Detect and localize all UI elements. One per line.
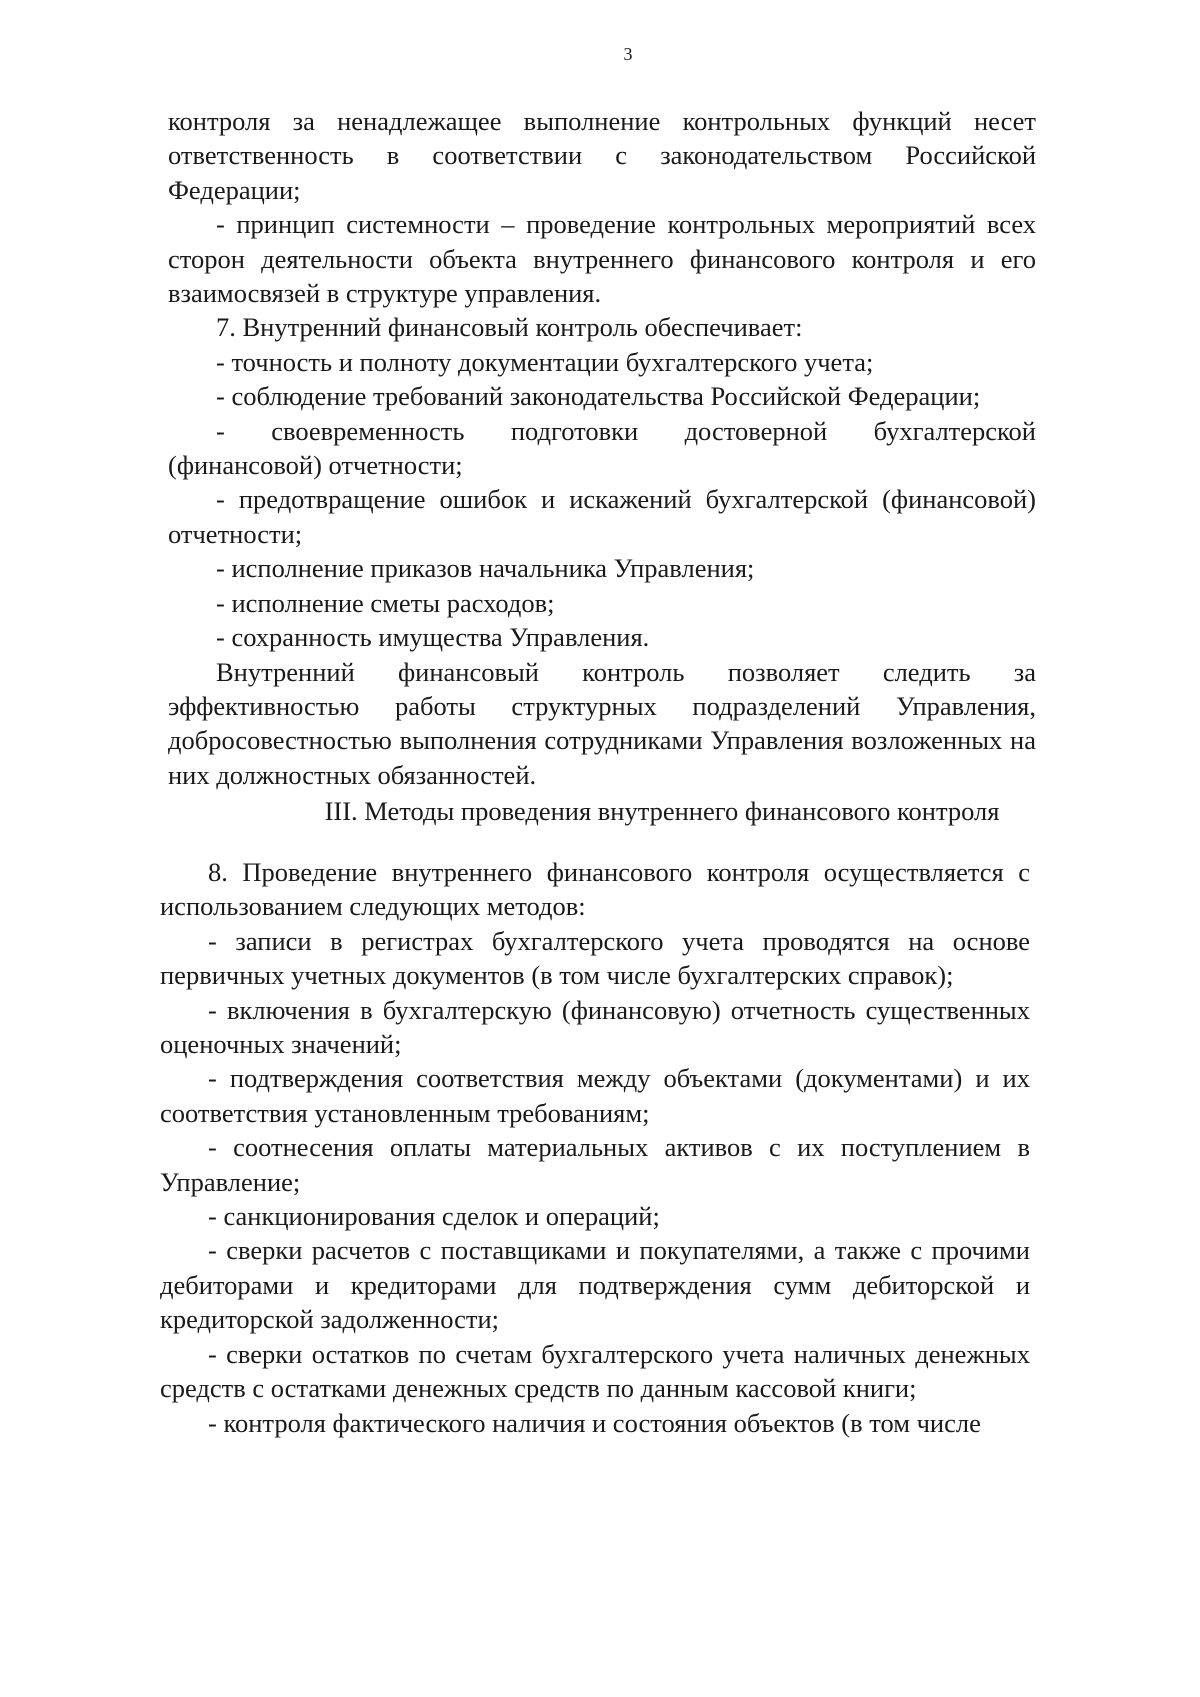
list-item: - записи в регистрах бухгалтерского учета проводятся на основе первичных учетных документов (в том числе бухгалтерских справок);: [160, 925, 1030, 991]
list-item: - исполнение сметы расходов;: [216, 587, 555, 618]
paragraph: 7. Внутренний финансовый контроль обеспечивает:: [216, 312, 803, 343]
section-heading: III. Методы проведения внутреннего финансового контроля: [324, 796, 1000, 826]
list-item: - точность и полноту документации бухгалтерского учета;: [216, 346, 874, 377]
list-item: - включения в бухгалтерскую (финансовую) отчетность существенных оценочных значений;: [160, 994, 1030, 1060]
list-item: - соблюдение требований законодательства Российской Федерации;: [216, 381, 981, 412]
list-item: - санкционирования сделок и операций;: [208, 1201, 660, 1232]
list-item: - исполнение приказов начальника Управления;: [216, 553, 755, 584]
paragraph: Внутренний финансовый контроль позволяет следить за эффективностью работы структурных подразделений Управления, добросовестностью выполнения сотрудниками Управления возложенных на них должностных обязанностей.: [168, 656, 1036, 790]
list-item: - контроля фактического наличия и состояния объектов (в том числе: [208, 1407, 981, 1438]
paragraph: 8. Проведение внутреннего финансового контроля осуществляется с использованием следующих методов:: [160, 857, 1030, 922]
list-item: - сверки расчетов с поставщиками и покупателями, а также с прочими дебиторами и кредиторами для подтверждения сумм дебиторской и кредиторской задолженности;: [160, 1235, 1030, 1335]
list-item: - сверки остатков по счетам бухгалтерского учета наличных денежных средств с остатками денежных средств по данным кассовой книги;: [160, 1338, 1030, 1404]
paragraph: - принцип системности – проведение контрольных мероприятий всех сторон деятельности объекта внутреннего финансового контроля и его взаимосвязей в структуре управления.: [168, 209, 1036, 309]
list-item: - своевременность подготовки достоверной бухгалтерской (финансовой) отчетности;: [168, 415, 1036, 481]
list-item: - предотвращение ошибок и искажений бухгалтерской (финансовой) отчетности;: [168, 484, 1036, 549]
section-iii-body: [160, 855, 1030, 1440]
list-item: - сохранность имущества Управления.: [216, 622, 650, 653]
paragraph: контроля за ненадлежащее выполнение контрольных функций несет ответственность в соответствии с законодательством Российской Федерации;: [168, 106, 1036, 205]
page-number: 3: [623, 44, 633, 64]
list-item: - соотнесения оплаты материальных активов с их поступлением в Управление;: [160, 1132, 1030, 1197]
section-ii-continuation: [168, 104, 1036, 792]
list-item: - подтверждения соответствия между объектами (документами) и их соответствия установленным требованиям;: [160, 1063, 1030, 1128]
